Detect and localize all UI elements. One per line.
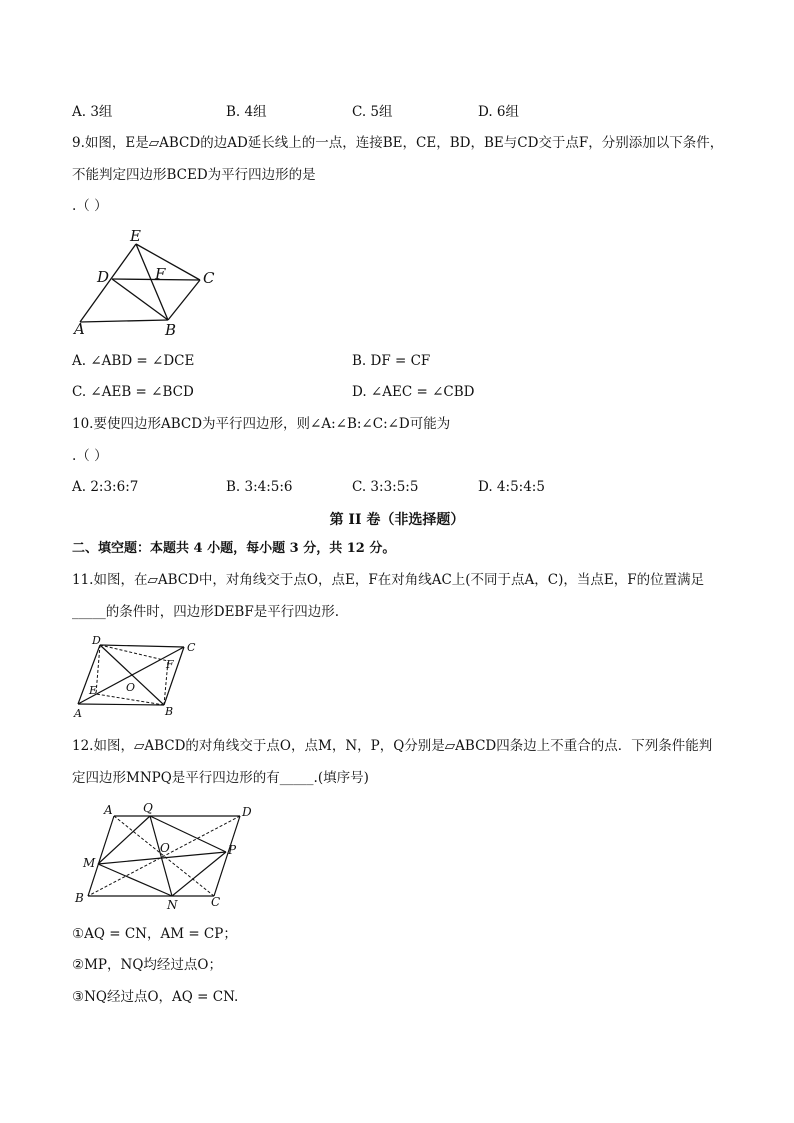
- q12-label-q: Q: [143, 801, 153, 815]
- q11-label-a: A: [74, 707, 82, 720]
- q12-label-n: N: [167, 898, 178, 912]
- q12-stem-line2: 定四边形MNPQ是平行四边形的有_____.(填序号): [72, 770, 369, 786]
- q11-stem-line2: _____的条件时，四边形DEBF是平行四边形.: [72, 604, 340, 620]
- q8-option-c: C. 5组: [352, 104, 393, 120]
- q12-label-m: M: [83, 856, 96, 870]
- q12-label-p: P: [228, 843, 237, 857]
- q11-label-o: O: [126, 681, 136, 694]
- q10-option-b: B. 3:4:5:6: [226, 479, 293, 495]
- q12-condition-2: ②MP，NQ均经过点O；: [72, 957, 222, 973]
- q8-option-a: A. 3组: [72, 104, 113, 120]
- q9-label-c: C: [203, 269, 215, 287]
- q12-stem-line1: 12.如图，▱ABCD的对角线交于点O，点M，N，P，Q分别是▱ABCD四条边上不重合的点．下列条件能判: [72, 738, 713, 754]
- q9-stem-line2: 不能判定四边形BCED为平行四边形的是: [72, 167, 316, 183]
- q9-stem-line1: 9.如图，E是▱ABCD的边AD延长线上的一点，连接BE，CE，BD，BE与CD交于点F，分别添加以下条件，: [72, 135, 724, 151]
- q10-stem: 10.要使四边形ABCD为平行四边形，则∠A:∠B:∠C:∠D可能为: [72, 416, 451, 432]
- q10-option-a: A. 2:3:6:7: [72, 479, 139, 495]
- q11-stem-line1: 11.如图，在▱ABCD中，对角线交于点O，点E，F在对角线AC上(不同于点A，C)，当点E，F的位置满足: [72, 572, 705, 588]
- q8-option-b: B. 4组: [226, 104, 267, 120]
- q9-label-a: A: [74, 320, 85, 338]
- q12-condition-3: ③NQ经过点O，AQ = CN.: [72, 989, 239, 1005]
- q12-label-c: C: [211, 895, 221, 909]
- q12-label-d: D: [242, 805, 252, 819]
- q12-condition-1: ①AQ = CN，AM = CP；: [72, 926, 237, 942]
- q10-option-d: D. 4:5:4:5: [478, 479, 545, 495]
- q12-label-a: A: [104, 803, 113, 817]
- q9-option-a: A. ∠ABD = ∠DCE: [72, 353, 195, 369]
- q9-option-b: B. DF = CF: [352, 353, 431, 369]
- q11-label-b: B: [165, 705, 174, 718]
- q9-label-b: B: [165, 321, 177, 338]
- q8-option-d: D. 6组: [478, 104, 520, 120]
- q12-label-b: B: [75, 891, 84, 905]
- q11-label-d: D: [92, 634, 101, 647]
- q11-label-c: C: [187, 641, 196, 654]
- q11-label-f: F: [166, 658, 174, 671]
- fill-in-header: 二、填空题：本题共 4 小题，每小题 3 分，共 12 分。: [72, 541, 396, 556]
- section-title: 第 II 卷（非选择题）: [329, 512, 465, 528]
- q9-figure: [70, 226, 230, 338]
- q12-figure: [70, 800, 260, 912]
- q11-label-e: E: [89, 684, 98, 697]
- q10-answer-blank: .（ ）: [72, 448, 108, 464]
- q9-label-f: F: [155, 265, 166, 283]
- q10-option-c: C. 3:3:5:5: [352, 479, 419, 495]
- q9-option-c: C. ∠AEB = ∠BCD: [72, 384, 194, 400]
- q9-label-d: D: [97, 268, 110, 286]
- q12-label-o: O: [160, 841, 170, 855]
- q9-option-d: D. ∠AEC = ∠CBD: [352, 384, 475, 400]
- q11-figure: [70, 633, 210, 723]
- q9-answer-blank: .（ ）: [72, 198, 108, 214]
- q9-label-e: E: [130, 227, 141, 245]
